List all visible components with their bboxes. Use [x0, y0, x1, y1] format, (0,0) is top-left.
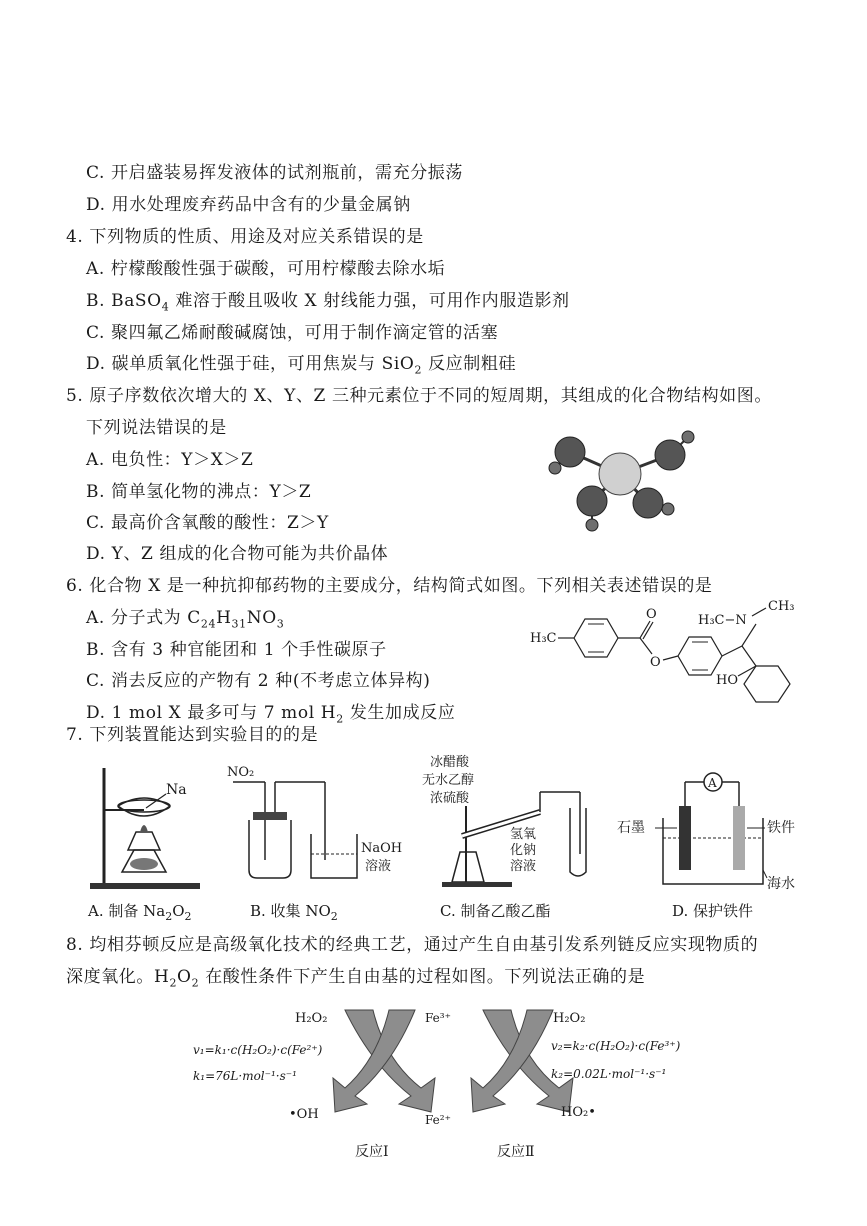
- q6-option-c: C. 消去反应的产物有 2 种(不考虑立体异构): [86, 671, 431, 691]
- q3-option-c: C. 开启盛装易挥发液体的试剂瓶前，需充分振荡: [86, 163, 464, 183]
- q8-h2o2-left: H₂O₂: [295, 1011, 328, 1026]
- q7d-graphite-label: 石墨: [617, 820, 645, 836]
- q7b-caption: B. 收集 $NO_2$: [250, 902, 338, 923]
- q4-option-c: C. 聚四氟乙烯耐酸碱腐蚀，可用于制作滴定管的活塞: [86, 323, 499, 343]
- q6-hydroxyl-label: HO: [716, 673, 738, 688]
- q5-molecule-figure: [540, 425, 710, 535]
- q5-stem: 5. 原子序数依次增大的 X、Y、Z 三种元素位于不同的短周期，其组成的化合物结构如图。: [66, 386, 772, 406]
- q7c-solution-1: 氢氧: [510, 827, 537, 842]
- q7-figure-b: [225, 760, 410, 895]
- q8-v2-expr: v₂=k₂·c(H₂O₂)·c(Fe³⁺): [551, 1039, 681, 1053]
- q6-option-a: A. 分子式为 $C_{24}H_{31}NO_3$: [86, 608, 285, 631]
- q4-option-a: A. 柠檬酸酸性强于碳酸，可用柠檬酸去除水垢: [86, 259, 446, 279]
- q5-option-b: B. 简单氢化物的沸点：Y＞Z: [86, 482, 312, 502]
- q7c-solution-2: 化钠: [510, 843, 537, 858]
- q4-option-b: B. BaSO$_4$ 难溶于酸且吸收 X 射线能力强，可用作内服造影剂: [86, 291, 570, 314]
- q7c-reagent-3: 浓硫酸: [430, 791, 470, 806]
- q7b-solution-label: 溶液: [365, 859, 392, 874]
- q7-figure-a: [84, 760, 224, 895]
- q7a-na-label: Na: [166, 782, 187, 798]
- q8-ho2-radical: HO₂•: [561, 1105, 596, 1120]
- q8-reaction-2-label: 反应Ⅱ: [497, 1144, 535, 1160]
- q3-option-d: D. 用水处理废弃药品中含有的少量金属钠: [86, 195, 411, 215]
- q8-oh-radical: •OH: [289, 1107, 319, 1122]
- q8-reaction-1-label: 反应Ⅰ: [355, 1144, 389, 1160]
- q5-option-d: D. Y、Z 组成的化合物可能为共价晶体: [86, 544, 389, 564]
- q8-fe3-left: Fe³⁺: [425, 1011, 451, 1025]
- q7c-reagent-1: 冰醋酸: [430, 755, 470, 770]
- q6-structure-figure: [528, 594, 828, 714]
- q6-ch3-label: CH₃: [768, 599, 795, 614]
- q8-h2o2-right: H₂O₂: [553, 1011, 586, 1026]
- q8-stem: 8. 均相芬顿反应是高级氧化技术的经典工艺，通过产生自由基引发系列链反应实现物质的: [66, 935, 759, 955]
- q7d-seawater-label: 海水: [767, 876, 795, 892]
- q5-option-a: A. 电负性：Y＞X＞Z: [86, 450, 254, 470]
- q7d-caption: D. 保护铁件: [672, 902, 754, 920]
- q8-fe2-left: Fe²⁺: [425, 1113, 451, 1127]
- q6-option-d: D. 1 mol X 最多可与 7 mol $H_2$ 发生加成反应: [86, 703, 456, 726]
- q6-carbonyl-o: O: [646, 607, 657, 622]
- q6-amine-label: H₃C−N: [698, 613, 747, 628]
- q4-stem: 4. 下列物质的性质、用途及对应关系错误的是: [66, 227, 424, 247]
- q7c-caption: C. 制备乙酸乙酯: [440, 902, 551, 920]
- q7b-naoh-label: NaOH: [361, 841, 403, 856]
- q7c-reagent-2: 无水乙醇: [422, 773, 475, 788]
- q6-stem: 6. 化合物 X 是一种抗抑郁药物的主要成分，结构简式如图。下列相关表述错误的是: [66, 576, 713, 596]
- q4-option-d: D. 碳单质氧化性强于硅，可用焦炭与 SiO$_2$ 反应制粗硅: [86, 354, 517, 377]
- q7c-solution-3: 溶液: [510, 859, 537, 874]
- q7-figure-c: [422, 754, 610, 894]
- q6-option-b: B. 含有 3 种官能团和 1 个手性碳原子: [86, 640, 387, 660]
- q7d-ammeter-label: A: [708, 776, 717, 790]
- q7a-caption: A. 制备 $Na_2O_2$: [88, 902, 192, 923]
- q5-option-c: C. 最高价含氧酸的酸性：Z＞Y: [86, 513, 329, 533]
- q7d-iron-label: 铁件: [767, 820, 795, 836]
- q8-fenton-figure: [185, 1000, 725, 1170]
- q7-figure-d: [615, 760, 815, 895]
- q6-h3c-label: H₃C: [530, 631, 557, 646]
- q6-ester-o: O: [650, 655, 661, 670]
- q7b-no2-label: NO₂: [227, 765, 255, 780]
- q8-v1-expr: v₁=k₁·c(H₂O₂)·c(Fe²⁺): [193, 1043, 323, 1057]
- q8-stem-cont: 深度氧化。$H_2O_2$ 在酸性条件下产生自由基的过程如图。下列说法正确的是: [66, 967, 646, 990]
- q5-stem-cont: 下列说法错误的是: [86, 418, 227, 438]
- q8-k2-value: k₂=0.02L·mol⁻¹·s⁻¹: [551, 1067, 667, 1081]
- q7-stem: 7. 下列装置能达到实验目的的是: [66, 725, 319, 745]
- q8-k1-value: k₁=76L·mol⁻¹·s⁻¹: [193, 1069, 297, 1083]
